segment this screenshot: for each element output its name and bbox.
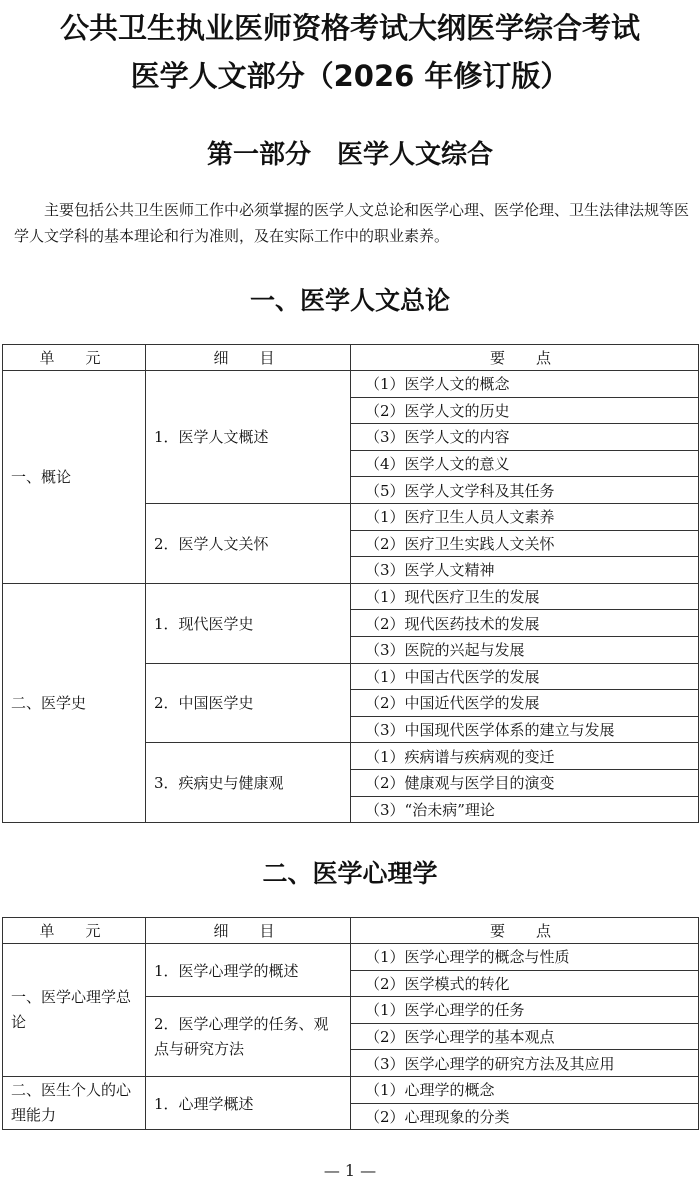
point-cell: （5）医学人文学科及其任务 [351,477,699,504]
table-row [3,944,699,971]
table-header-row [3,918,699,944]
point-cell: （3）医学心理学的研究方法及其应用 [351,1050,699,1077]
point-cell: （1）心理学的概念 [351,1076,699,1103]
unit-cell: 一、概论 [3,371,146,584]
unit-cell: 一、医学心理学总论 [3,944,146,1077]
point-cell: （1）现代医疗卫生的发展 [351,583,699,610]
point-cell: （2）现代医药技术的发展 [351,610,699,637]
unit-cell: 二、医学史 [3,583,146,822]
point-cell: （2）中国近代医学的发展 [351,690,699,717]
document-title-line2: 医学人文部分（2026 年修订版） [130,59,570,93]
point-cell: （1）医学心理学的任务 [351,997,699,1024]
header-item: 细 目 [146,345,351,371]
header-point: 要 点 [351,345,699,371]
header-unit: 单 元 [3,918,146,944]
section1-title: 一、医学人文总论 [249,286,450,315]
table-header-row [3,345,699,371]
point-cell: （3）医学人文的内容 [351,424,699,451]
point-cell: （2）医学人文的历史 [351,397,699,424]
intro-paragraph: 主要包括公共卫生医师工作中必须掌握的医学人文总论和医学心理、医学伦理、卫生法律法规等医学人文学科的基本理论和行为准则，及在实际工作中的职业素养。 [14,201,690,245]
item-cell: 2．医学人文关怀 [146,503,351,583]
part-title: 第一部分 医学人文综合 [206,140,493,170]
point-cell: （1）医学心理学的概念与性质 [351,944,699,971]
item-cell: 1．现代医学史 [146,583,351,663]
item-cell: 2．医学心理学的任务、观点与研究方法 [146,997,351,1077]
point-cell: （1）医学人文的概念 [351,371,699,398]
point-cell: （2）医疗卫生实践人文关怀 [351,530,699,557]
point-cell: （3）“治未病”理论 [351,796,699,823]
point-cell: （2）医学模式的转化 [351,970,699,997]
table-row [3,1076,699,1103]
unit-cell: 二、医生个人的心理能力 [3,1076,146,1129]
point-cell: （1）疾病谱与疾病观的变迁 [351,743,699,770]
document-title-line1: 公共卫生执业医师资格考试大纲医学综合考试 [59,11,640,45]
section2-table [2,917,699,1130]
item-cell: 1．心理学概述 [146,1076,351,1129]
section1-table [2,344,699,823]
header-point: 要 点 [351,918,699,944]
table-row [3,371,699,398]
header-item: 细 目 [146,918,351,944]
item-cell: 2．中国医学史 [146,663,351,743]
table-row [3,583,699,610]
page-number: — 1 — [323,1161,377,1180]
item-cell: 1．医学心理学的概述 [146,944,351,997]
point-cell: （1）中国古代医学的发展 [351,663,699,690]
point-cell: （3）医院的兴起与发展 [351,636,699,663]
header-unit: 单 元 [3,345,146,371]
section2-title: 二、医学心理学 [262,859,438,888]
item-cell: 1．医学人文概述 [146,371,351,504]
point-cell: （2）心理现象的分类 [351,1103,699,1130]
item-cell: 3．疾病史与健康观 [146,743,351,823]
point-cell: （2）健康观与医学目的演变 [351,769,699,796]
point-cell: （3）医学人文精神 [351,557,699,584]
point-cell: （1）医疗卫生人员人文素养 [351,503,699,530]
point-cell: （4）医学人文的意义 [351,450,699,477]
point-cell: （2）医学心理学的基本观点 [351,1023,699,1050]
point-cell: （3）中国现代医学体系的建立与发展 [351,716,699,743]
